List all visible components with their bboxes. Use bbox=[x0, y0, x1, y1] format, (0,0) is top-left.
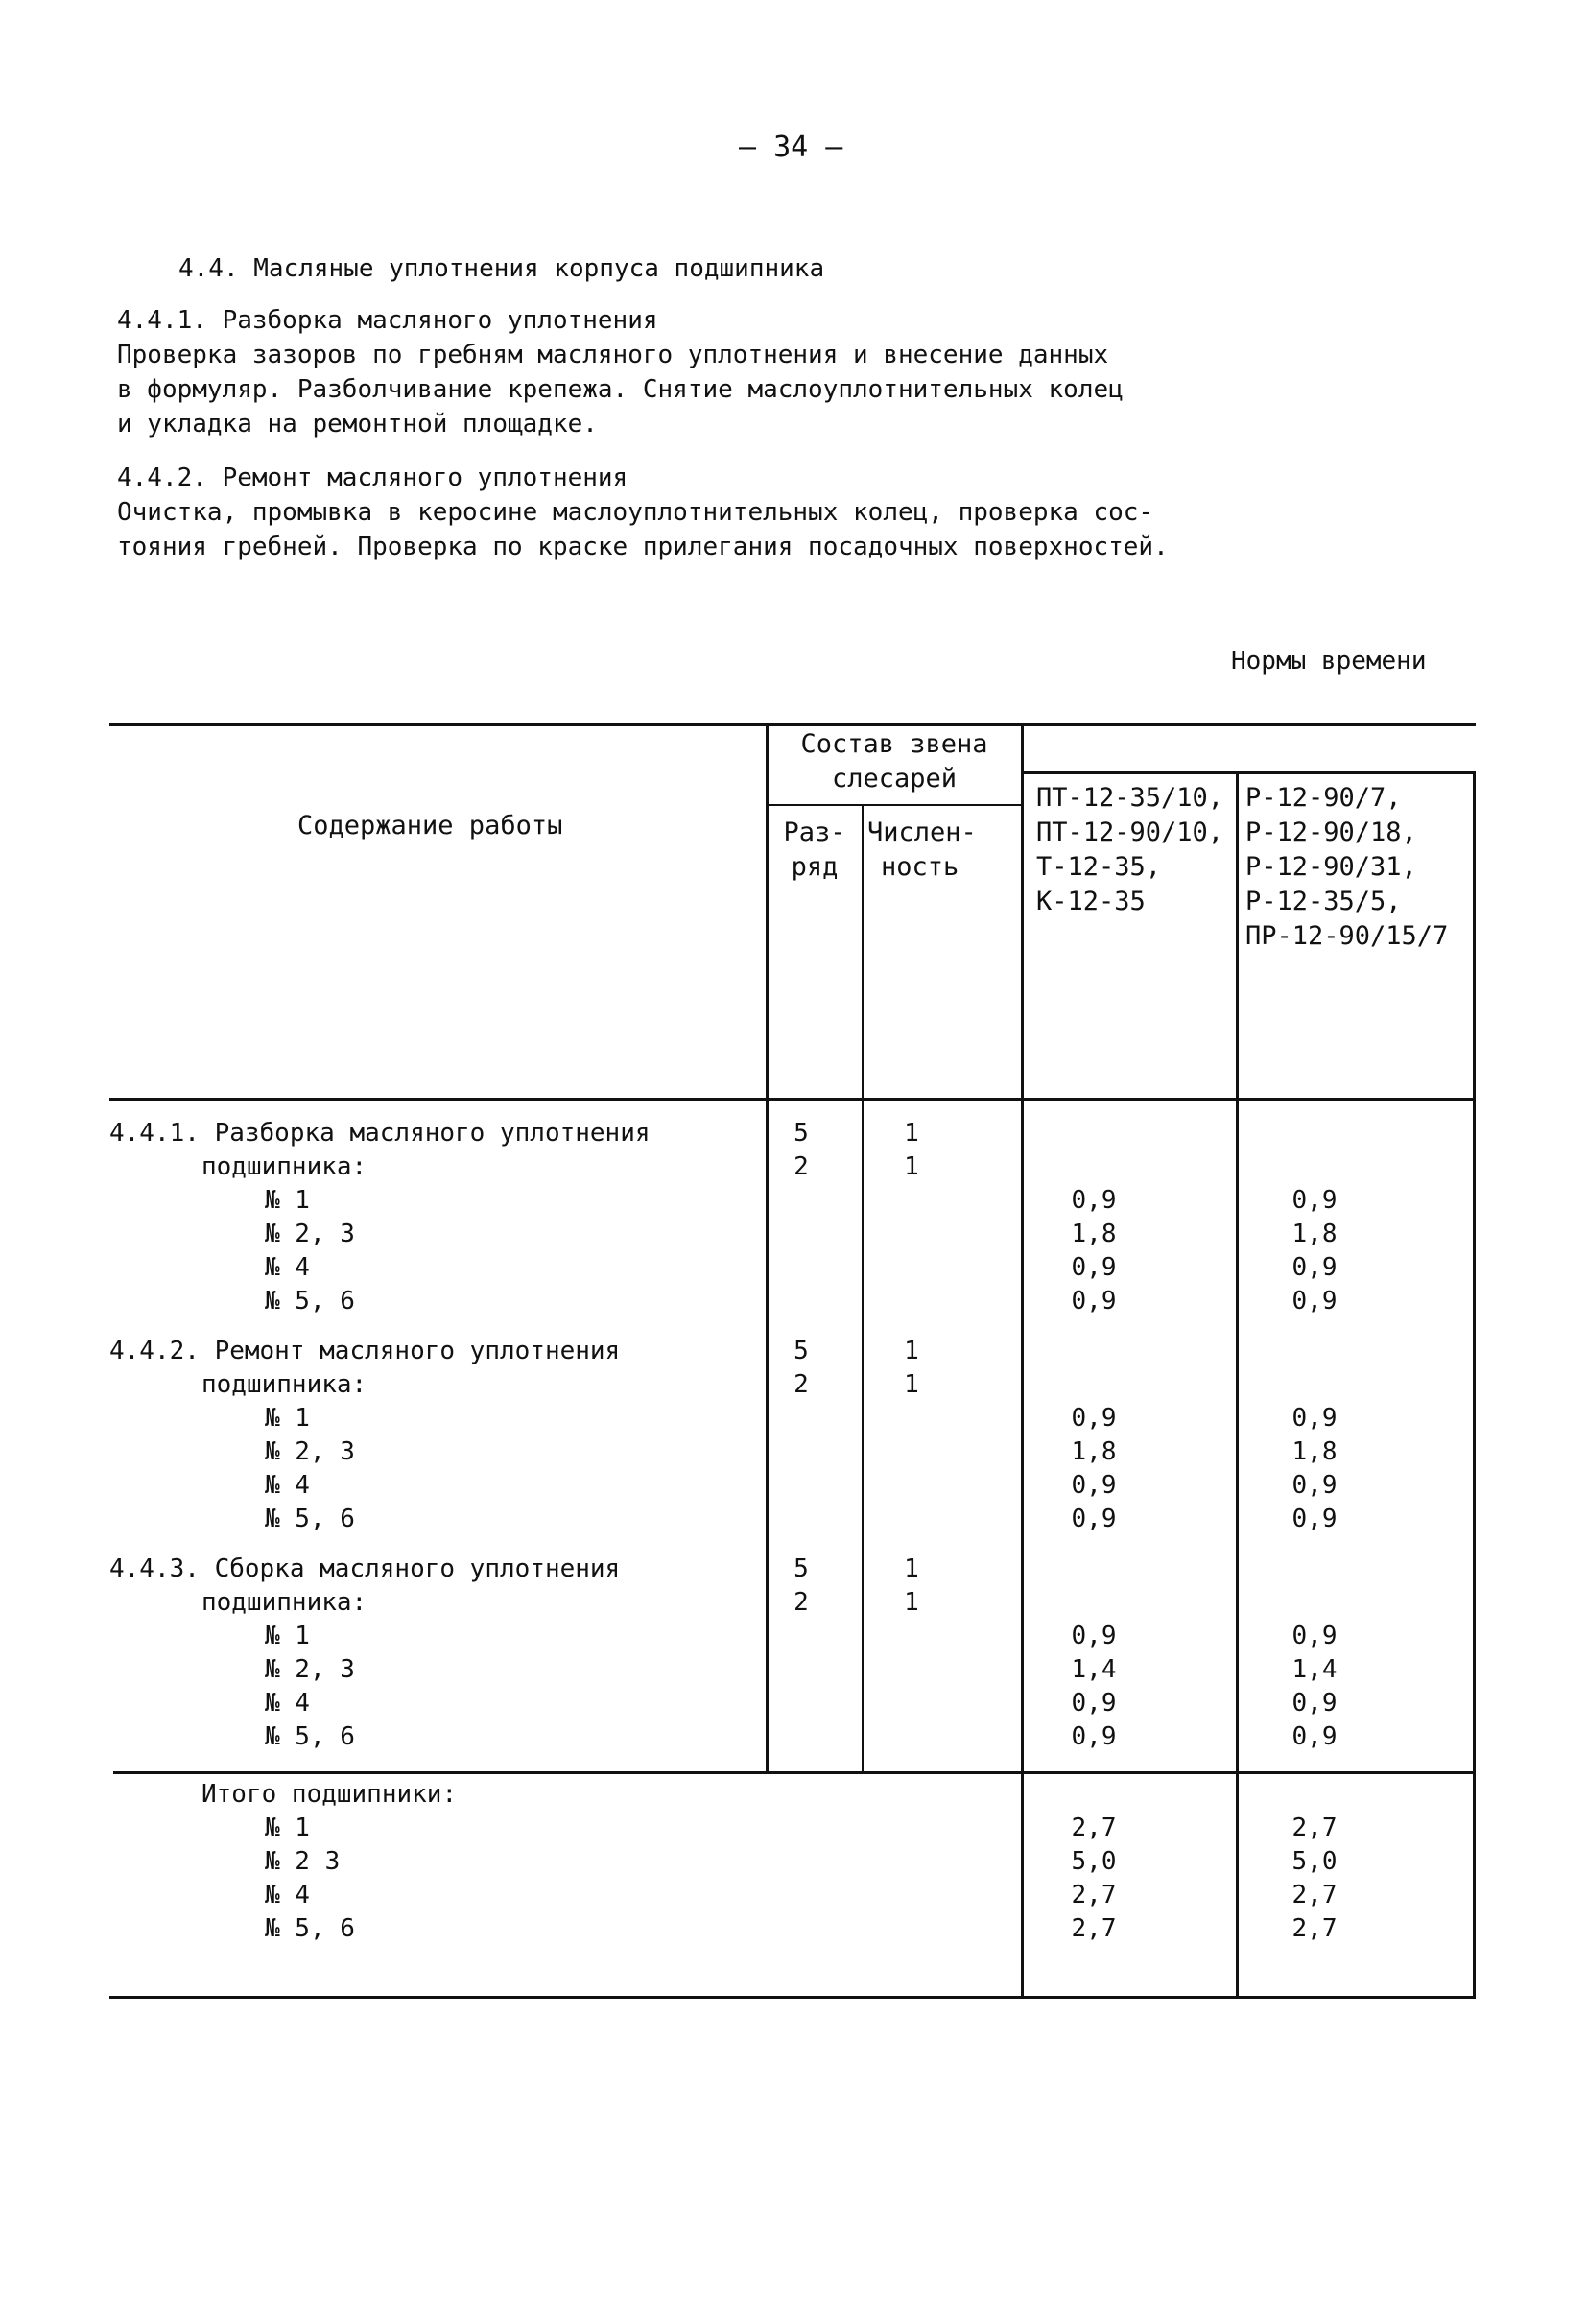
value-cell: 0,9 bbox=[1291, 1186, 1338, 1215]
row-label: № 4 bbox=[265, 1471, 310, 1500]
header-col1: ПТ-12-90/10, bbox=[1036, 818, 1224, 847]
grade-cell: 2 bbox=[794, 1152, 809, 1181]
count-cell: 1 bbox=[904, 1554, 919, 1583]
header-count: ность bbox=[881, 852, 959, 882]
value-cell: 0,9 bbox=[1291, 1404, 1338, 1433]
value-cell: 0,9 bbox=[1291, 1622, 1338, 1650]
group-title: 4.4.3. Сборка масляного уплотнения bbox=[109, 1554, 621, 1583]
header-count: Числен- bbox=[867, 818, 977, 847]
team-sub-rule bbox=[766, 804, 1023, 806]
header-col2: Р-12-90/7, bbox=[1245, 783, 1402, 813]
value-cell: 1,8 bbox=[1291, 1220, 1338, 1248]
grade-cell: 2 bbox=[794, 1370, 809, 1399]
table-right-edge bbox=[1473, 771, 1476, 1998]
total-value-cell: 2,7 bbox=[1071, 1881, 1117, 1909]
row-label: № 5, 6 bbox=[265, 1722, 355, 1751]
paragraph-line: и укладка на ремонтной площадке. bbox=[117, 410, 598, 439]
grade-cell: 5 bbox=[794, 1337, 809, 1365]
group-title: подшипника: bbox=[201, 1370, 367, 1399]
group-title: подшипника: bbox=[201, 1588, 367, 1617]
grade-cell: 2 bbox=[794, 1588, 809, 1617]
value-cell: 0,9 bbox=[1071, 1689, 1117, 1718]
header-col2: ПР-12-90/15/7 bbox=[1245, 921, 1449, 951]
col-divider-values bbox=[1021, 723, 1024, 1998]
value-cell: 0,9 bbox=[1291, 1471, 1338, 1500]
header-grade: ряд bbox=[791, 852, 839, 882]
grade-cell: 5 bbox=[794, 1554, 809, 1583]
total-value-cell: 2,7 bbox=[1291, 1814, 1338, 1842]
value-cell: 1,8 bbox=[1071, 1220, 1117, 1248]
header-col1: ПТ-12-35/10, bbox=[1036, 783, 1224, 813]
header-bottom-rule bbox=[109, 1098, 1476, 1101]
header-col2: Р-12-90/31, bbox=[1245, 852, 1417, 882]
paragraph-line: Очистка, промывка в керосине маслоуплотнительных колец, проверка сос- bbox=[117, 498, 1154, 527]
total-row-label: № 4 bbox=[265, 1881, 310, 1909]
row-label: № 1 bbox=[265, 1404, 310, 1433]
group-title: 4.4.1. Разборка масляного уплотнения bbox=[109, 1119, 651, 1148]
value-cell: 0,9 bbox=[1071, 1404, 1117, 1433]
value-cell: 0,9 bbox=[1291, 1505, 1338, 1533]
table-bottom-rule bbox=[109, 1996, 1476, 1999]
table-top-rule bbox=[109, 723, 1476, 726]
header-team: слесарей bbox=[831, 764, 958, 794]
total-value-cell: 2,7 bbox=[1291, 1881, 1338, 1909]
total-value-cell: 2,7 bbox=[1071, 1914, 1117, 1943]
row-label: № 5, 6 bbox=[265, 1287, 355, 1316]
value-cell: 0,9 bbox=[1071, 1722, 1117, 1751]
header-col1: К-12-35 bbox=[1036, 887, 1146, 916]
header-col1: Т-12-35, bbox=[1036, 852, 1162, 882]
subsection-title: 4.4.2. Ремонт масляного уплотнения bbox=[117, 463, 628, 492]
row-label: № 1 bbox=[265, 1622, 310, 1650]
total-row-label: № 5, 6 bbox=[265, 1914, 355, 1943]
subsection-title: 4.4.1. Разборка масляного уплотнения bbox=[117, 306, 658, 335]
value-cell: 1,8 bbox=[1071, 1437, 1117, 1466]
page-number: – 34 – bbox=[739, 130, 843, 164]
value-cell: 0,9 bbox=[1291, 1689, 1338, 1718]
row-label: № 2, 3 bbox=[265, 1437, 355, 1466]
section-title: 4.4. Масляные уплотнения корпуса подшипника bbox=[178, 254, 825, 283]
count-cell: 1 bbox=[904, 1119, 919, 1148]
header-grade: Раз- bbox=[783, 818, 846, 847]
row-label: № 5, 6 bbox=[265, 1505, 355, 1533]
value-cell: 0,9 bbox=[1291, 1253, 1338, 1282]
value-cell: 0,9 bbox=[1071, 1287, 1117, 1316]
count-cell: 1 bbox=[904, 1337, 919, 1365]
paragraph-line: тояния гребней. Проверка по краске прилегания посадочных поверхностей. bbox=[117, 533, 1169, 561]
grade-cell: 5 bbox=[794, 1119, 809, 1148]
count-cell: 1 bbox=[904, 1152, 919, 1181]
value-cell: 1,8 bbox=[1291, 1437, 1338, 1466]
row-label: № 2, 3 bbox=[265, 1220, 355, 1248]
total-value-cell: 2,7 bbox=[1291, 1914, 1338, 1943]
count-cell: 1 bbox=[904, 1588, 919, 1617]
row-label: № 1 bbox=[265, 1186, 310, 1215]
value-cell: 0,9 bbox=[1071, 1505, 1117, 1533]
col-divider-count bbox=[862, 804, 864, 1773]
total-row-label: № 2 3 bbox=[265, 1847, 341, 1876]
row-label: № 2, 3 bbox=[265, 1655, 355, 1684]
paragraph-line: Проверка зазоров по гребням масляного уплотнения и внесение данных bbox=[117, 341, 1109, 369]
paragraph-line: в формуляр. Разболчивание крепежа. Снятие маслоуплотнительных колец bbox=[117, 375, 1124, 404]
header-work: Содержание работы bbox=[297, 811, 563, 841]
header-sub-rule bbox=[1021, 771, 1476, 774]
value-cell: 1,4 bbox=[1071, 1655, 1117, 1684]
row-label: № 4 bbox=[265, 1689, 310, 1718]
total-value-cell: 2,7 bbox=[1071, 1814, 1117, 1842]
header-col2: Р-12-35/5, bbox=[1245, 887, 1402, 916]
row-label: № 4 bbox=[265, 1253, 310, 1282]
total-separator-rule bbox=[113, 1771, 1476, 1774]
count-cell: 1 bbox=[904, 1370, 919, 1399]
header-col2: Р-12-90/18, bbox=[1245, 818, 1417, 847]
value-cell: 0,9 bbox=[1071, 1471, 1117, 1500]
total-row-label: № 1 bbox=[265, 1814, 310, 1842]
col-divider-values2 bbox=[1236, 771, 1239, 1998]
value-cell: 0,9 bbox=[1071, 1186, 1117, 1215]
header-team: Состав звена bbox=[800, 729, 988, 759]
group-title: подшипника: bbox=[201, 1152, 367, 1181]
total-title: Итого подшипники: bbox=[201, 1780, 458, 1809]
value-cell: 0,9 bbox=[1071, 1253, 1117, 1282]
value-cell: 0,9 bbox=[1071, 1622, 1117, 1650]
group-title: 4.4.2. Ремонт масляного уплотнения bbox=[109, 1337, 621, 1365]
total-value-cell: 5,0 bbox=[1291, 1847, 1338, 1876]
norms-label: Нормы времени bbox=[1231, 647, 1427, 676]
total-value-cell: 5,0 bbox=[1071, 1847, 1117, 1876]
value-cell: 0,9 bbox=[1291, 1722, 1338, 1751]
value-cell: 1,4 bbox=[1291, 1655, 1338, 1684]
value-cell: 0,9 bbox=[1291, 1287, 1338, 1316]
